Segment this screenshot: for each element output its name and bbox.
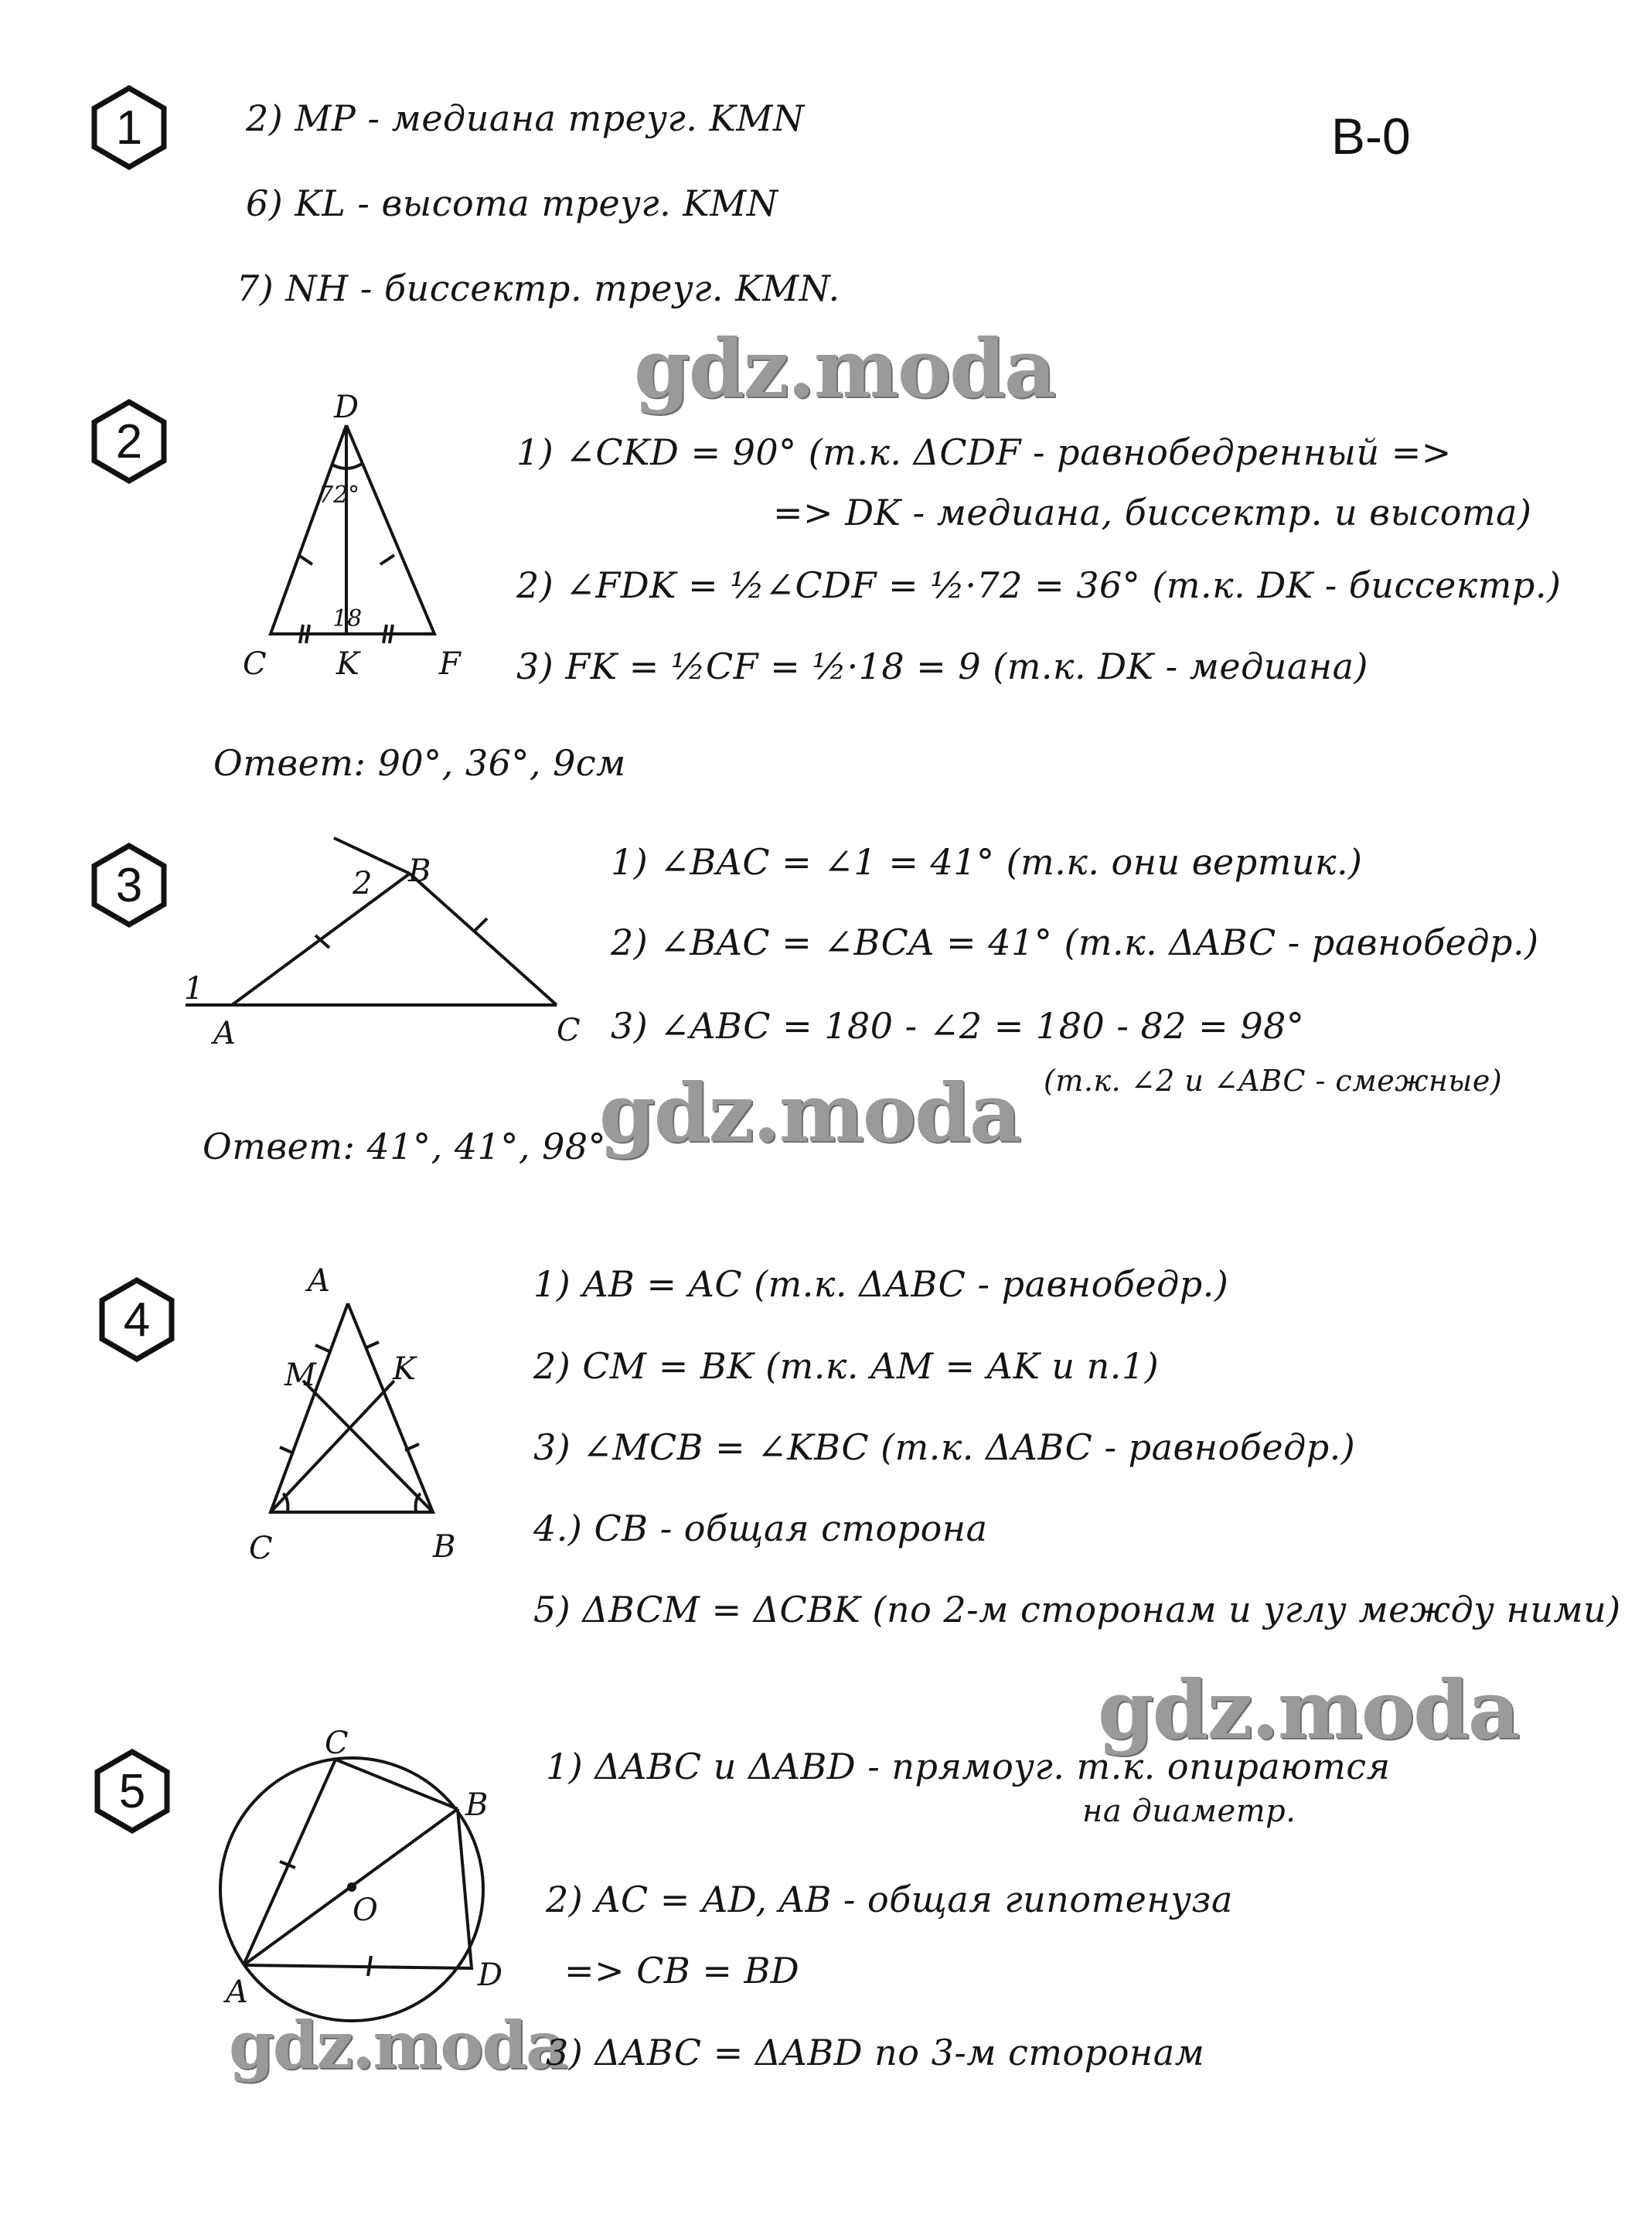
task-number-badge-4 <box>94 1277 179 1362</box>
task1-line-1: 2) MP - медиана треуг. KMN <box>246 97 805 139</box>
triangle-abc-figure <box>178 827 595 1059</box>
center-label-o: O <box>353 1892 378 1928</box>
task1-line-3: 7) NH - биссектр. треуг. KMN. <box>237 267 840 309</box>
task5-line-1: 1) ΔABC и ΔABD - прямоуг. т.к. опираются <box>546 1746 1391 1787</box>
tick-mark <box>390 625 393 643</box>
triangle-cdf <box>271 425 434 634</box>
task-number-badge-1 <box>87 85 172 170</box>
tick-mark <box>298 555 312 564</box>
segment-ck <box>271 1381 394 1512</box>
task-number-badge-5 <box>90 1749 175 1834</box>
angle-arc <box>283 1494 288 1512</box>
point-label-k: K <box>393 1351 416 1387</box>
point-label-c: C <box>325 1726 349 1761</box>
task2-line-2: => DK - медиана, биссектр. и высота) <box>773 492 1532 533</box>
task2-line-4: 3) FK = ½CF = ½·18 = 9 (т.к. DK - медиана) <box>516 646 1368 687</box>
variant-label: B-0 <box>1331 107 1411 165</box>
circle-inscribed-figure <box>209 1726 518 2044</box>
task4-line-4: 4.) CB - общая сторона <box>533 1507 988 1549</box>
task5-line-4: => CB = BD <box>564 1950 800 1991</box>
task4-line-2: 2) CM = BK (т.к. AM = AK и п.1) <box>533 1345 1160 1387</box>
tick-mark <box>315 1345 329 1351</box>
task-number: 5 <box>118 1764 146 1818</box>
task-number-badge-2 <box>87 399 172 484</box>
point-label-b: B <box>465 1787 489 1823</box>
task3-answer: Ответ: 41°, 41°, 98° <box>203 1126 607 1167</box>
task1-line-2: 6) KL - высота треуг. KMN <box>246 182 778 224</box>
watermark: gdz.moda <box>229 2007 567 2083</box>
task-number: 2 <box>115 414 143 468</box>
isosceles-triangle-cdf-figure <box>232 387 479 696</box>
point-label-a: A <box>226 1974 248 2010</box>
angle-label-2: 2 <box>353 866 373 901</box>
watermark: gdz.moda <box>599 1065 1020 1160</box>
vertex-label-k: K <box>336 646 359 682</box>
task5-line-3: 2) AC = AD, AB - общая гипотенуза <box>546 1879 1233 1920</box>
task2-line-3: 2) ∠FDK = ½∠CDF = ½·72 = 36° (т.к. DK - биссектр.) <box>516 564 1562 606</box>
task4-line-3: 3) ∠MCB = ∠KBC (т.к. ΔABC - равнобедр.) <box>533 1426 1356 1468</box>
vertex-label-d: D <box>334 390 359 425</box>
vertex-label-a: A <box>213 1016 236 1051</box>
tick-mark <box>380 555 394 564</box>
task-number: 4 <box>123 1293 151 1347</box>
angle-label-1: 1 <box>184 971 204 1007</box>
tick-mark <box>383 625 387 643</box>
vertex-label-a: A <box>308 1263 330 1299</box>
triangle-abc-cevians-figure <box>240 1265 502 1574</box>
task2-line-1: 1) ∠CKD = 90° (т.к. ΔCDF - равнобедренный => <box>516 431 1452 473</box>
task3-line-1: 1) ∠BAC = ∠1 = 41° (т.к. они вертик.) <box>611 841 1363 883</box>
task3-line-4: (т.к. ∠2 и ∠ABC - смежные) <box>1044 1064 1503 1098</box>
side-bc <box>410 874 557 1005</box>
task4-line-1: 1) AB = AC (т.к. ΔABC - равнобедр.) <box>533 1263 1229 1305</box>
watermark: gdz.moda <box>634 321 1055 416</box>
point-label-m: M <box>284 1358 316 1393</box>
task3-line-2: 2) ∠BAC = ∠BCA = 41° (т.к. ΔABC - равнобедр.) <box>611 922 1539 963</box>
vertex-label-b: B <box>408 853 431 889</box>
watermark: gdz.moda <box>1098 1662 1519 1757</box>
tick-mark <box>280 1447 294 1453</box>
vertex-label-c: C <box>557 1013 581 1048</box>
task4-line-5: 5) ΔBCM = ΔCBK (по 2-м сторонам и углу между ними) <box>533 1589 1621 1630</box>
triangle-abc <box>271 1303 433 1512</box>
tick-mark <box>368 1956 371 1976</box>
vertex-label-f: F <box>439 646 461 682</box>
tick-mark <box>365 1342 379 1348</box>
triangle-acb <box>244 1760 458 1965</box>
base-label: 18 <box>332 605 363 632</box>
task-number: 3 <box>115 858 143 912</box>
center-point <box>349 1884 355 1890</box>
task-number-badge-3 <box>87 843 172 928</box>
angle-label: 72° <box>318 482 360 509</box>
tick-mark <box>300 625 303 643</box>
vertex-label-c: C <box>249 1531 273 1566</box>
task5-line-5: 3) ΔABC = ΔABD по 3-м сторонам <box>546 2032 1205 2073</box>
angle-arc <box>416 1494 421 1512</box>
vertex-label-c: C <box>243 646 267 682</box>
tick-mark <box>306 625 309 643</box>
task5-line-2: на диаметр. <box>1082 1794 1296 1829</box>
task2-answer: Ответ: 90°, 36°, 9см <box>213 742 626 784</box>
task3-line-3: 3) ∠ABC = 180 - ∠2 = 180 - 82 = 98° <box>611 1005 1305 1047</box>
task-number: 1 <box>115 100 143 155</box>
point-label-d: D <box>478 1957 503 1993</box>
tick-mark <box>475 918 487 931</box>
vertex-label-b: B <box>433 1529 456 1565</box>
